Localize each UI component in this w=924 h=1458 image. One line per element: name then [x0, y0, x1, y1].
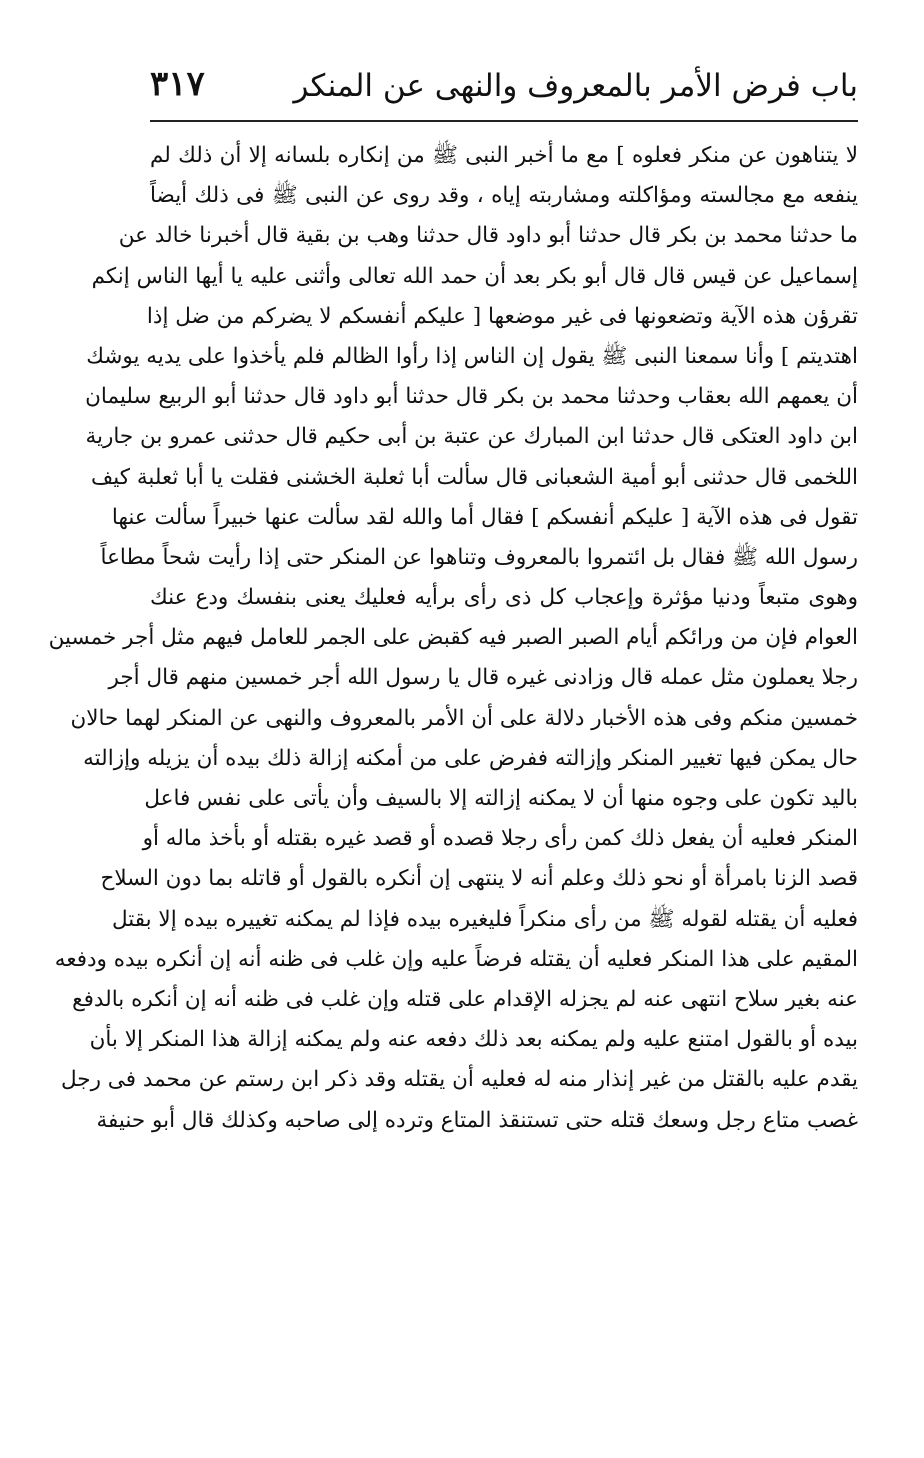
text-line: باليد تكون على وجوه منها أن لا يمكنه إزالته إلا بالسيف وأن يأتى على نفس فاعل — [144, 786, 858, 811]
text-line: خمسين منكم وفى هذه الأخبار دلالة على أن الأمر بالمعروف والنهى عن المنكر لهما حالان — [70, 705, 858, 731]
text-line: ينفعه مع مجالسته ومؤاكلته ومشاربته إياه ، وقد روى عن النبى ﷺ فى ذلك أيضاً — [150, 183, 858, 209]
text-line: لا يتناهون عن منكر فعلوه ] مع ما أخبر النبى ﷺ من إنكاره بلسانه إلا أن ذلك لم — [150, 143, 858, 168]
text-line: فعليه أن يقتله لقوله ﷺ من رأى منكراً فليغيره بيده فإذا لم يمكنه تغييره بيده إلا بقتل — [111, 906, 858, 932]
text-line: المنكر فعليه أن يفعل ذلك كمن رأى رجلا قصده أو قصد غيره بقتله أو بأخذ ماله أو — [142, 826, 858, 852]
book-page — [48, 60, 858, 1280]
text-line: تقول فى هذه الآية [ عليكم أنفسكم ] فقال أما والله لقد سألت عنها خبيراً سألت عنها — [111, 504, 858, 530]
text-line: ابن داود العتكى قال حدثنا ابن المبارك عن عتبة بن أبى حكيم قال حدثنى عمرو بن جارية — [85, 424, 858, 450]
text-line: المقيم على هذا المنكر فعليه أن يقتله فرضاً عليه وإن غلب فى ظنه أنه إن أنكره بيده ودفعه — [54, 946, 858, 972]
page-number: ٣١٧ — [150, 64, 205, 104]
text-line: العوام فإن من ورائكم أيام الصبر الصبر فيه كقبض على الجمر للعامل فيهم مثل أجر خمسين — [48, 625, 858, 651]
text-line: تقرؤن هذه الآية وتضعونها فى غير موضعها [ عليكم أنفسكم لا يضركم من ضل إذا — [146, 303, 858, 329]
page-header — [150, 60, 858, 122]
body-text — [48, 136, 858, 1141]
text-line: وهوى متبعاً ودنيا مؤثرة وإعجاب كل ذى رأى برأيه فعليك يعنى بنفسك ودع عنك — [150, 585, 858, 611]
text-line: عنه بغير سلاح انتهى عنه لم يجزله الإقدام على قتله وإن غلب فى ظنه أنه إن أنكره بالدفع — [72, 986, 858, 1012]
text-line: أن يعمهم الله بعقاب وحدثنا محمد بن بكر قال حدثنا أبو داود قال حدثنا أبو الربيع سليمان — [85, 384, 858, 410]
text-line: رجلا يعملون مثل عمله قال وزادنى غيره قال يا رسول الله أجر خمسين منهم قال أجر — [108, 665, 858, 691]
text-line: اللخمى قال حدثنى أبو أمية الشعبانى قال سألت أبا ثعلبة الخشنى فقلت يا أبا ثعلبة كيف — [91, 464, 858, 490]
text-line: اهتديتم ] وأنا سمعنا النبى ﷺ يقول إن الناس إذا رأوا الظالم فلم يأخذوا على يديه يوشك — [86, 343, 858, 369]
text-line: ما حدثنا محمد بن بكر قال حدثنا أبو داود قال حدثنا وهب بن بقية قال أخبرنا خالد عن — [118, 223, 858, 249]
text-line: إسماعيل عن قيس قال قال أبو بكر بعد أن حمد الله تعالى وأثنى عليه يا أيها الناس إنكم — [91, 263, 858, 289]
text-line: حال يمكن فيها تغيير المنكر وإزالته ففرض على من أمكنه إزالة ذلك بيده أن يزيله وإزالته — [83, 745, 858, 771]
text-line: قصد الزنا بامرأة أو نحو ذلك وعلم أنه لا ينتهى إن أنكره بالقول أو قاتله بما دون السلاح — [100, 866, 858, 892]
chapter-title: باب فرض الأمر بالمعروف والنهى عن المنكر — [293, 68, 858, 104]
header-divider — [150, 120, 858, 122]
text-line: غصب متاع رجل وسعك قتله حتى تستنقذ المتاع وترده إلى صاحبه وكذلك قال أبو حنيفة — [96, 1107, 858, 1133]
text-line: رسول الله ﷺ فقال بل ائتمروا بالمعروف وتناهوا عن المنكر حتى إذا رأيت شحاً مطاعاً — [100, 544, 858, 570]
text-line: بيده أو بالقول امتنع عليه ولم يمكنه بعد ذلك دفعه عنه ولم يمكنه إزالة هذا المنكر إلا بأن — [89, 1027, 858, 1053]
text-line: يقدم عليه بالقتل من غير إنذار منه له فعليه أن يقتله وقد ذكر ابن رستم عن محمد فى رجل — [61, 1067, 858, 1093]
